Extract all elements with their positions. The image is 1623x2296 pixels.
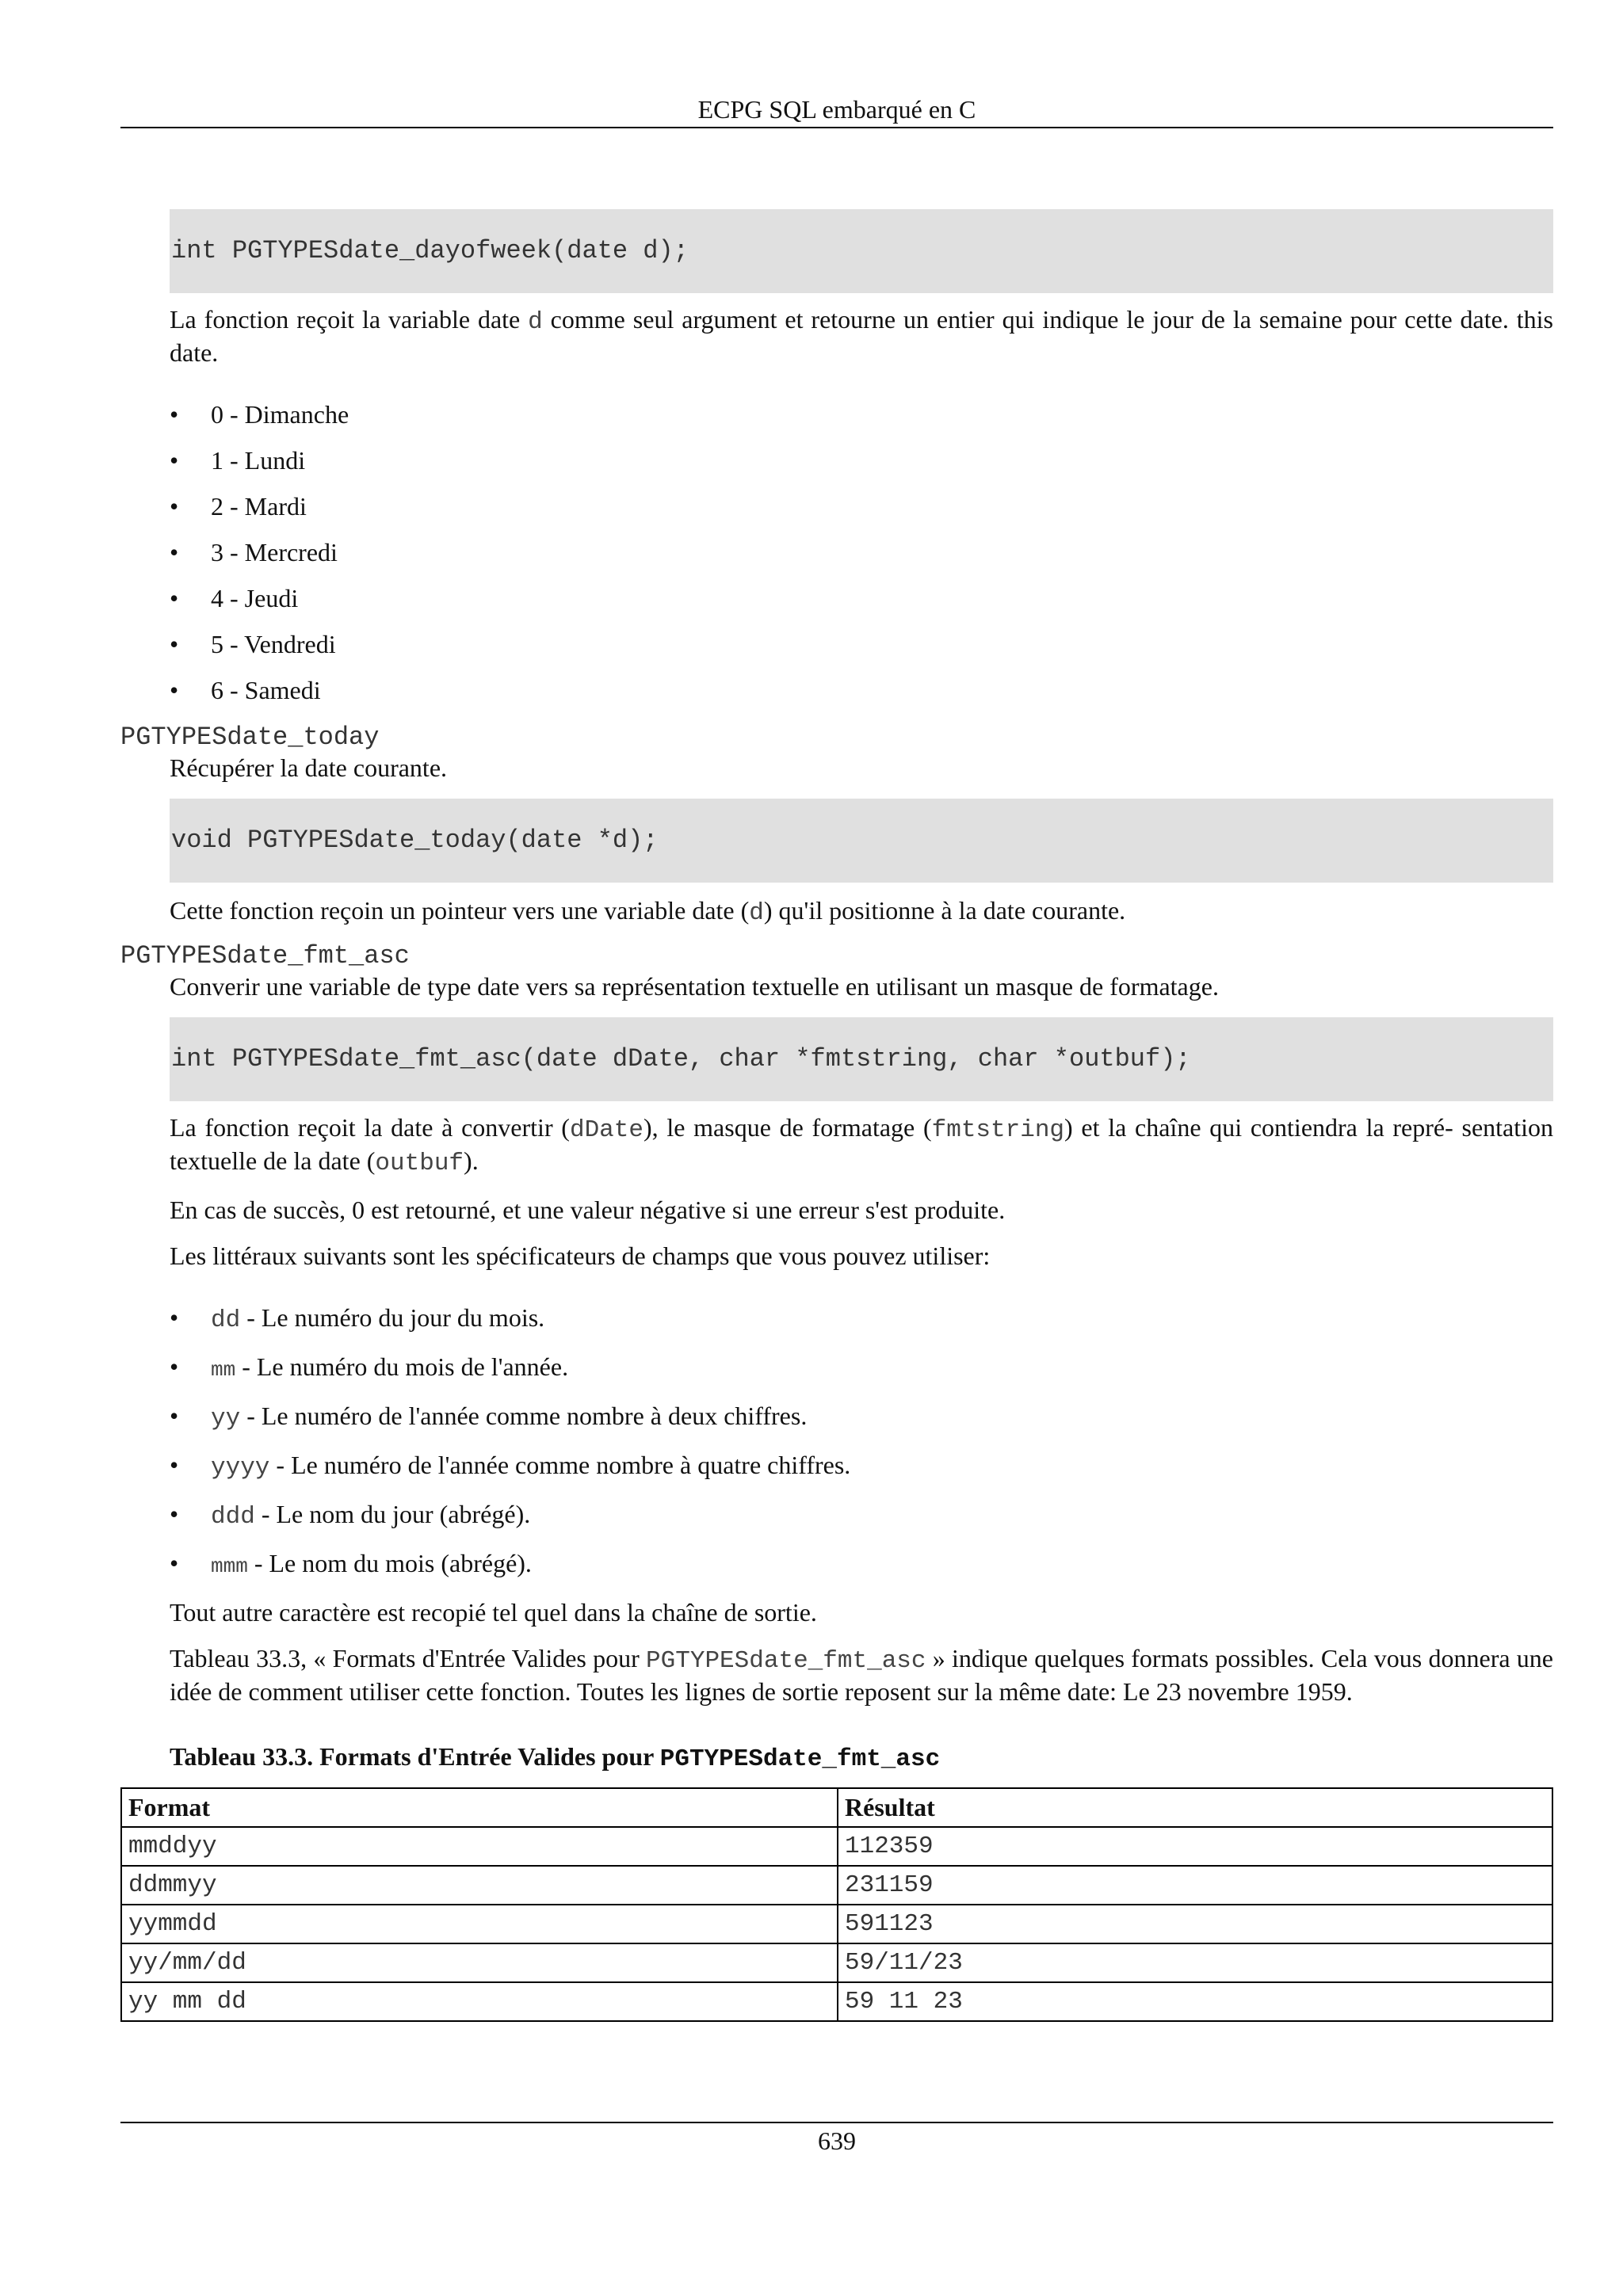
fmt-asc-other-chars: Tout autre caractère est recopié tel quel dans la chaîne de sortie.: [170, 1598, 817, 1627]
fmt-asc-summary: Converir une variable de type date vers sa représentation textuelle en utilisant un masque de formatage.: [170, 972, 1219, 1001]
specifier-list: [170, 1302, 1553, 1581]
column-header-format: Format: [121, 1788, 838, 1827]
term-pgtypesdate-fmt-asc: PGTYPESdate_fmt_asc: [120, 941, 410, 971]
today-signature: void PGTYPESdate_today(date *d);: [170, 799, 1553, 883]
list-item: • mm - Le numéro du mois de l'année.: [170, 1352, 569, 1382]
list-item: • 5 - Vendredi: [170, 630, 336, 658]
list-item: • ddd - Le nom du jour (abrégé).: [170, 1500, 531, 1531]
header-rule: [120, 127, 1553, 128]
code-d: d: [528, 308, 543, 336]
fmt-asc-signature: int PGTYPESdate_fmt_asc(date dDate, char *fmtstring, char *outbuf);: [170, 1017, 1553, 1101]
list-item: • 3 - Mercredi: [170, 538, 338, 566]
running-header: ECPG SQL embarqué en C: [697, 95, 976, 124]
dayofweek-description: La fonction reçoit la variable date d comme seul argument et retourne un entier qui indique le jour de la semaine pour cette date. this date.: [170, 305, 1553, 367]
table-row: yymmdd 591123: [121, 1905, 1552, 1943]
page-number: 639: [818, 2126, 856, 2155]
table-title: Tableau 33.3. Formats d'Entrée Valides pour PGTYPESdate_fmt_asc: [170, 1742, 941, 1773]
table-row: mmddyy 112359: [121, 1827, 1552, 1866]
fmt-asc-return: En cas de succès, 0 est retourné, et une valeur négative si une erreur s'est produite.: [170, 1196, 1006, 1224]
table-row: ddmmyy 231159: [121, 1866, 1552, 1905]
dayofweek-signature: int PGTYPESdate_dayofweek(date d);: [170, 209, 1553, 293]
list-item: • yyyy - Le numéro de l'année comme nombre à quatre chiffres.: [170, 1451, 851, 1482]
list-item: • dd - Le numéro du jour du mois.: [170, 1303, 545, 1334]
table-header-row: [121, 1788, 1552, 1827]
list-item: • 1 - Lundi: [170, 446, 306, 475]
list-item: • 2 - Mardi: [170, 492, 307, 521]
today-description: Cette fonction reçoin un pointeur vers une variable date (d) qu'il positionne à la date courante.: [170, 896, 1126, 927]
list-item: • yy - Le numéro de l'année comme nombre à deux chiffres.: [170, 1402, 808, 1432]
list-item: • 6 - Samedi: [170, 676, 321, 704]
weekday-list: [170, 399, 1553, 705]
footer-rule: [120, 2122, 1553, 2123]
list-item: • 0 - Dimanche: [170, 400, 349, 429]
fmt-asc-table-reference: Tableau 33.3, « Formats d'Entrée Valides pour PGTYPESdate_fmt_asc » indique quelques formats possibles. Cela vous donnera une idée de comment utiliser cette fonction. Toutes les lignes de sortie reposent sur la même date: Le 23 novembre 1959.: [170, 1644, 1554, 1706]
list-item: • mmm - Le nom du mois (abrégé).: [170, 1549, 532, 1578]
page-content: [120, 209, 1553, 2022]
formats-table: [120, 1787, 1553, 2022]
table-row: yy/mm/dd 59/11/23: [121, 1943, 1552, 1982]
fmt-asc-description: La fonction reçoit la date à convertir (dDate), le masque de formatage (fmtstring) et la chaîne qui contiendra la repré- sentation textuelle de la date (outbuf).: [170, 1113, 1554, 1177]
column-header-result: Résultat: [838, 1788, 1552, 1827]
term-pgtypesdate-today: PGTYPESdate_today: [120, 723, 380, 752]
list-item: • 4 - Jeudi: [170, 584, 299, 612]
today-summary: Récupérer la date courante.: [170, 753, 448, 782]
fmt-asc-specifiers-intro: Les littéraux suivants sont les spécificateurs de champs que vous pouvez utiliser:: [170, 1241, 991, 1270]
table-row: yy mm dd 59 11 23: [121, 1982, 1552, 2021]
